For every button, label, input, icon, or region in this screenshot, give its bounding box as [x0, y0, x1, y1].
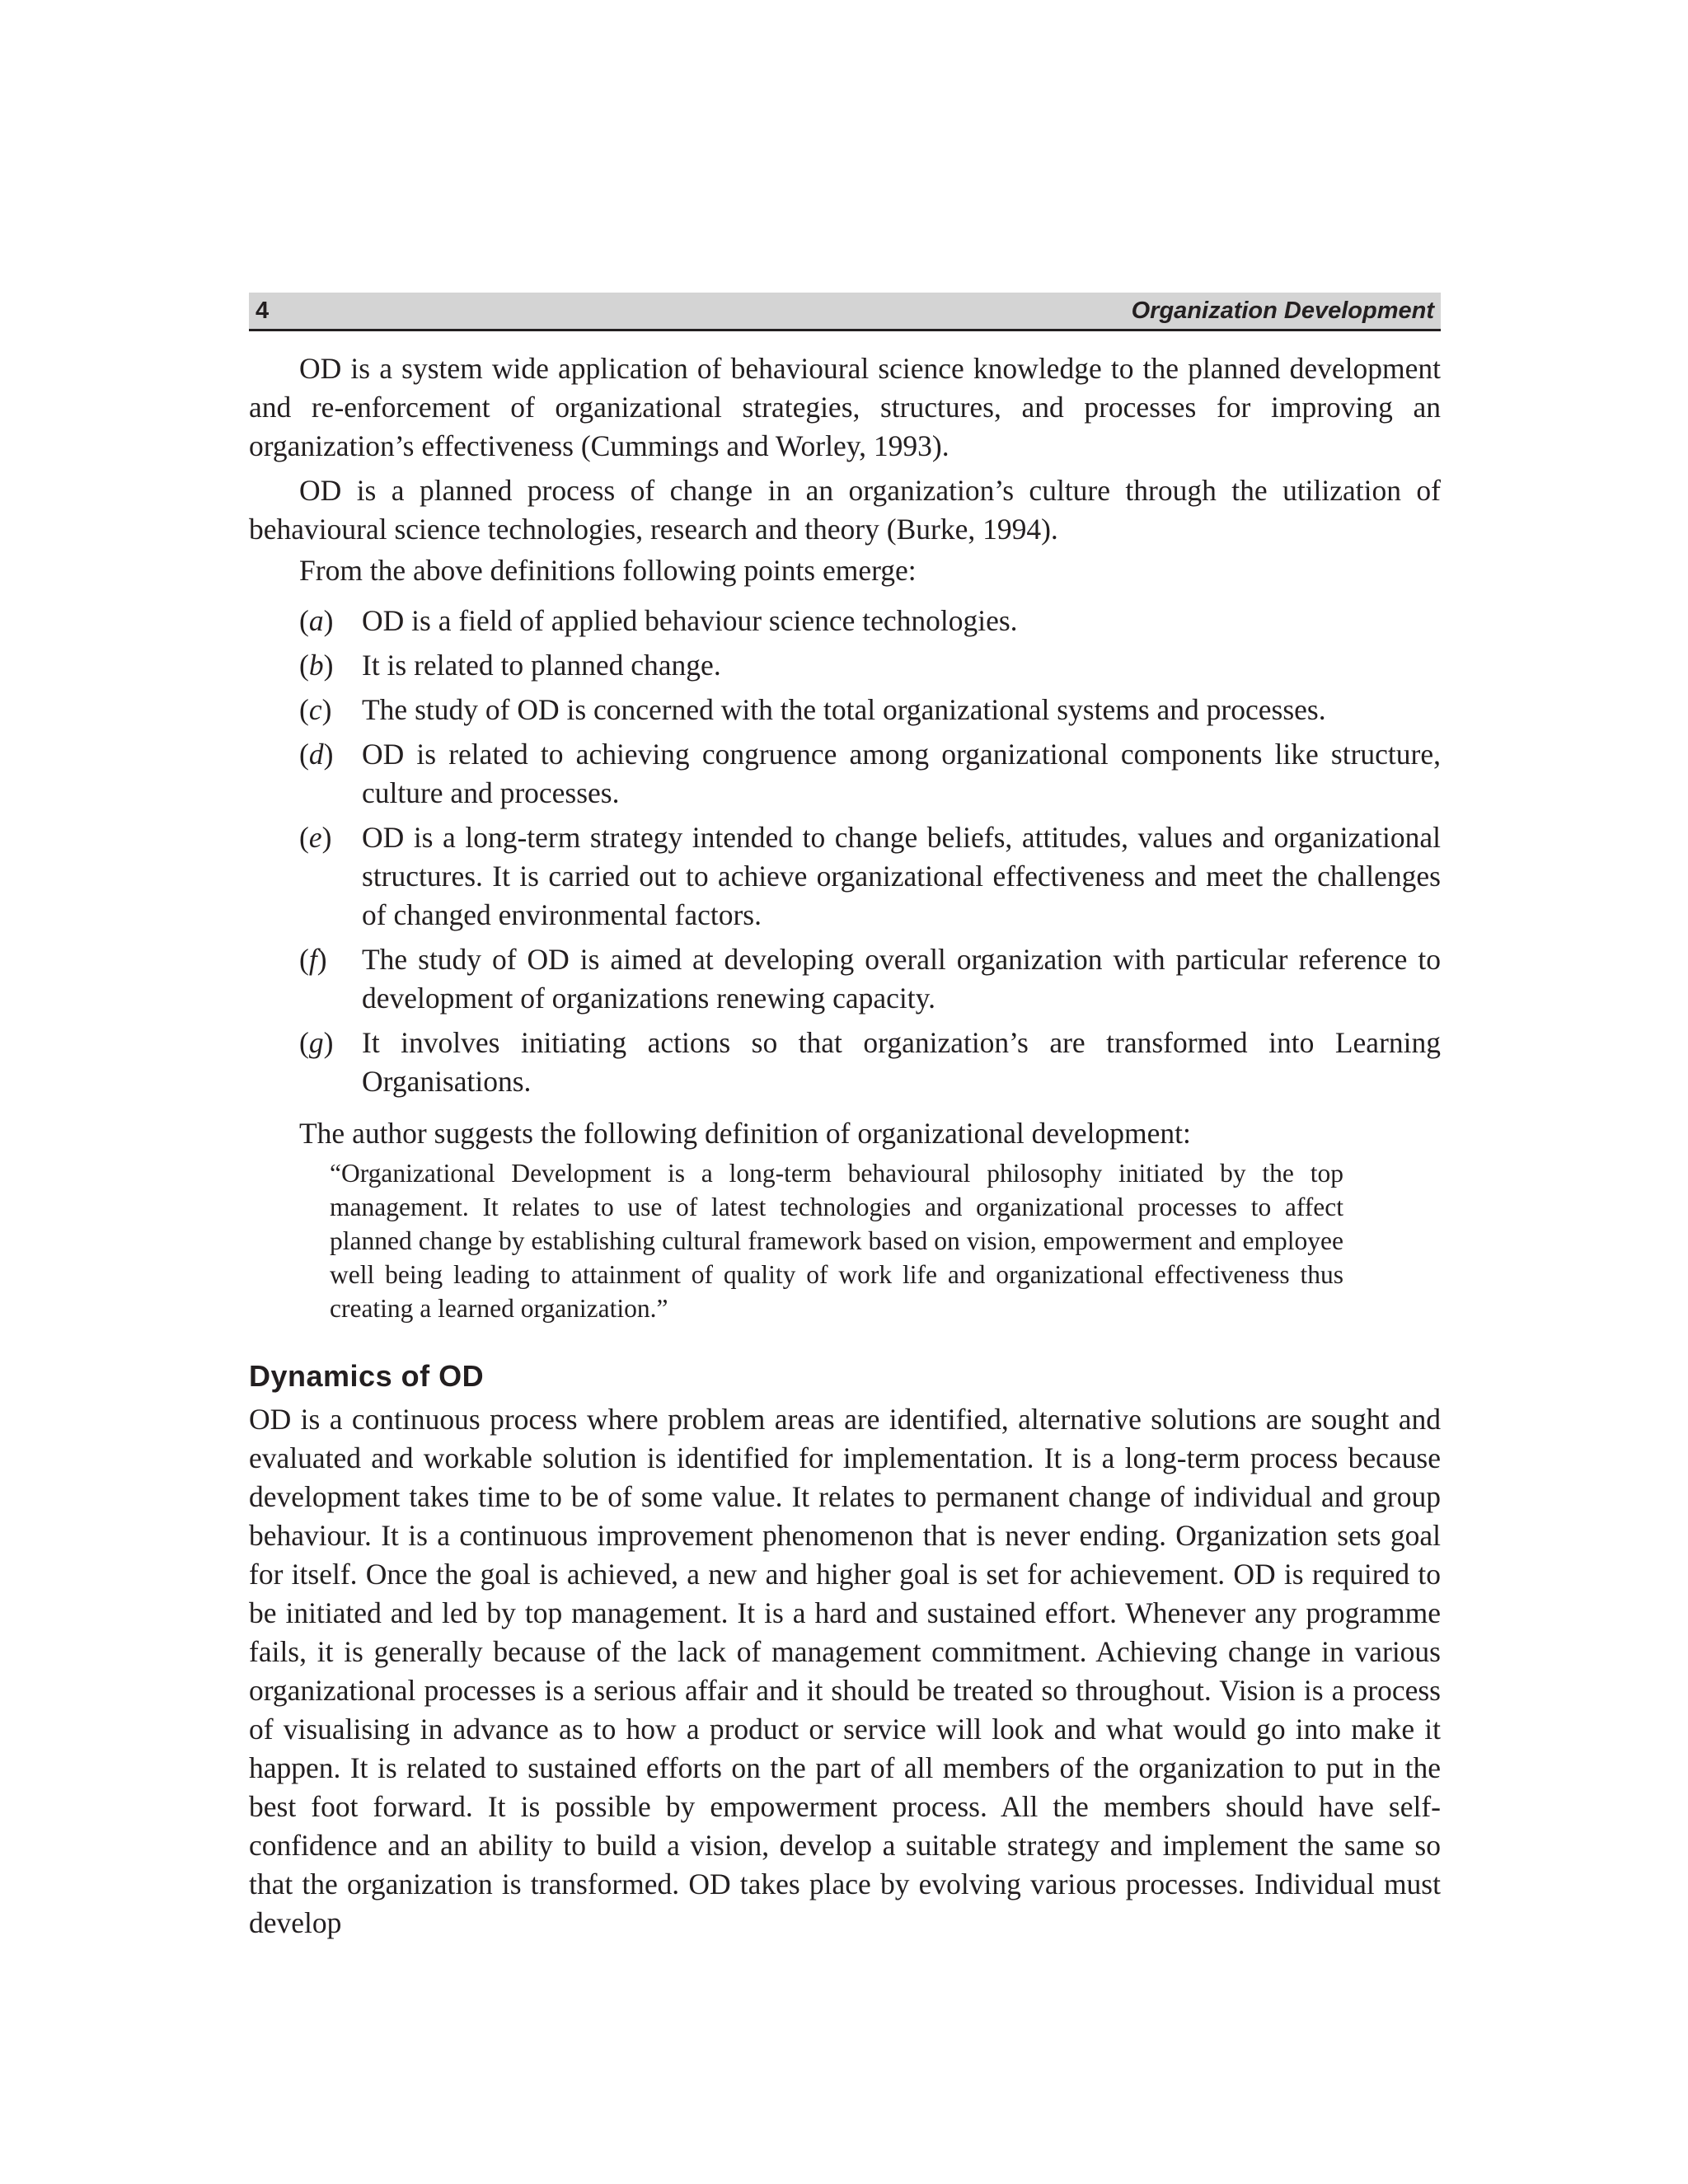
list-item-text: It involves initiating actions so that organization’s are transformed into Learning Organisations.	[362, 1026, 1441, 1098]
list-marker: (g)	[299, 1026, 334, 1059]
list-item	[249, 602, 1441, 640]
list-marker: (a)	[299, 604, 334, 637]
list-marker: (b)	[299, 649, 334, 682]
list-marker: (d)	[299, 738, 334, 771]
list-marker: (e)	[299, 821, 332, 854]
list-item-text: OD is a long-term strategy intended to change beliefs, attitudes, values and organizational structures. It is carried out to achieve organizational effectiveness and meet the challenges of changed environmental factors.	[362, 821, 1441, 931]
running-header	[249, 293, 1441, 331]
list-item	[249, 1024, 1441, 1101]
list-item	[249, 940, 1441, 1018]
section-body: OD is a continuous process where problem areas are identified, alternative solutions are sought and evaluated and workable solution is identified for implementation. It is a long-term process because development takes time to be of some value. It relates to permanent change of individual and group behaviour. It is a continuous improvement phenomenon that is never ending. Organization sets goal for itself. Once the goal is achieved, a new and higher goal is set for achievement. OD is required to be initiated and led by top management. It is a hard and sustained effort. Whenever any programme fails, it is generally because of the lack of management commitment. Achieving change in various organizational processes is a serious affair and it should be treated so throughout. Vision is a process of visualising in advance as to how a product or service will look and what would go into make it happen. It is related to sustained efforts on the part of all members of the organization to put in the best foot forward. It is possible by empowerment process. All the members should have self-confidence and an ability to build a vision, develop a suitable strategy and implement the same so that the organization is transformed. OD takes place by evolving various processes. Individual must develop	[249, 1403, 1441, 1939]
list-marker: (f)	[299, 943, 327, 976]
list-item-text: The study of OD is aimed at developing overall organization with particular reference to development of organizations renewing capacity.	[362, 943, 1441, 1015]
page-content	[249, 293, 1441, 1943]
definition-paragraph-burke: OD is a planned process of change in an organization’s culture through the utilization of behavioural science technologies, research and theory (Burke, 1994).	[249, 474, 1441, 546]
points-list	[249, 602, 1441, 1101]
section-heading: Dynamics of OD	[249, 1359, 485, 1393]
author-definition-quote: “Organizational Development is a long-term behavioural philosophy initiated by the top management. It relates to use of latest technologies and organizational processes to affect planned change by establishing cultural framework based on vision, empowerment and employee well being leading to attainment of quality of work life and organizational effectiveness thus creating a learned organization.”	[330, 1159, 1343, 1323]
page-number: 4	[256, 298, 270, 324]
list-item	[249, 646, 1441, 685]
list-item	[249, 735, 1441, 813]
list-item-text: The study of OD is concerned with the total organizational systems and processes.	[362, 693, 1326, 726]
definition-paragraph-cummings: OD is a system wide application of behavioural science knowledge to the planned development and re-enforcement of organizational strategies, structures, and processes for improving an organization’s effectiveness (Cummings and Worley, 1993).	[249, 352, 1441, 462]
list-item-text: It is related to planned change.	[362, 649, 721, 682]
book-title: Organization Development	[1131, 298, 1434, 324]
author-intro: The author suggests the following definition of organizational development:	[299, 1117, 1191, 1150]
list-item	[249, 818, 1441, 935]
list-item-text: OD is a field of applied behaviour science technologies.	[362, 604, 1018, 637]
list-item-text: OD is related to achieving congruence among organizational components like structure, culture and processes.	[362, 738, 1441, 809]
list-item	[249, 691, 1441, 729]
points-intro: From the above definitions following points emerge:	[299, 554, 917, 587]
list-marker: (c)	[299, 693, 332, 726]
